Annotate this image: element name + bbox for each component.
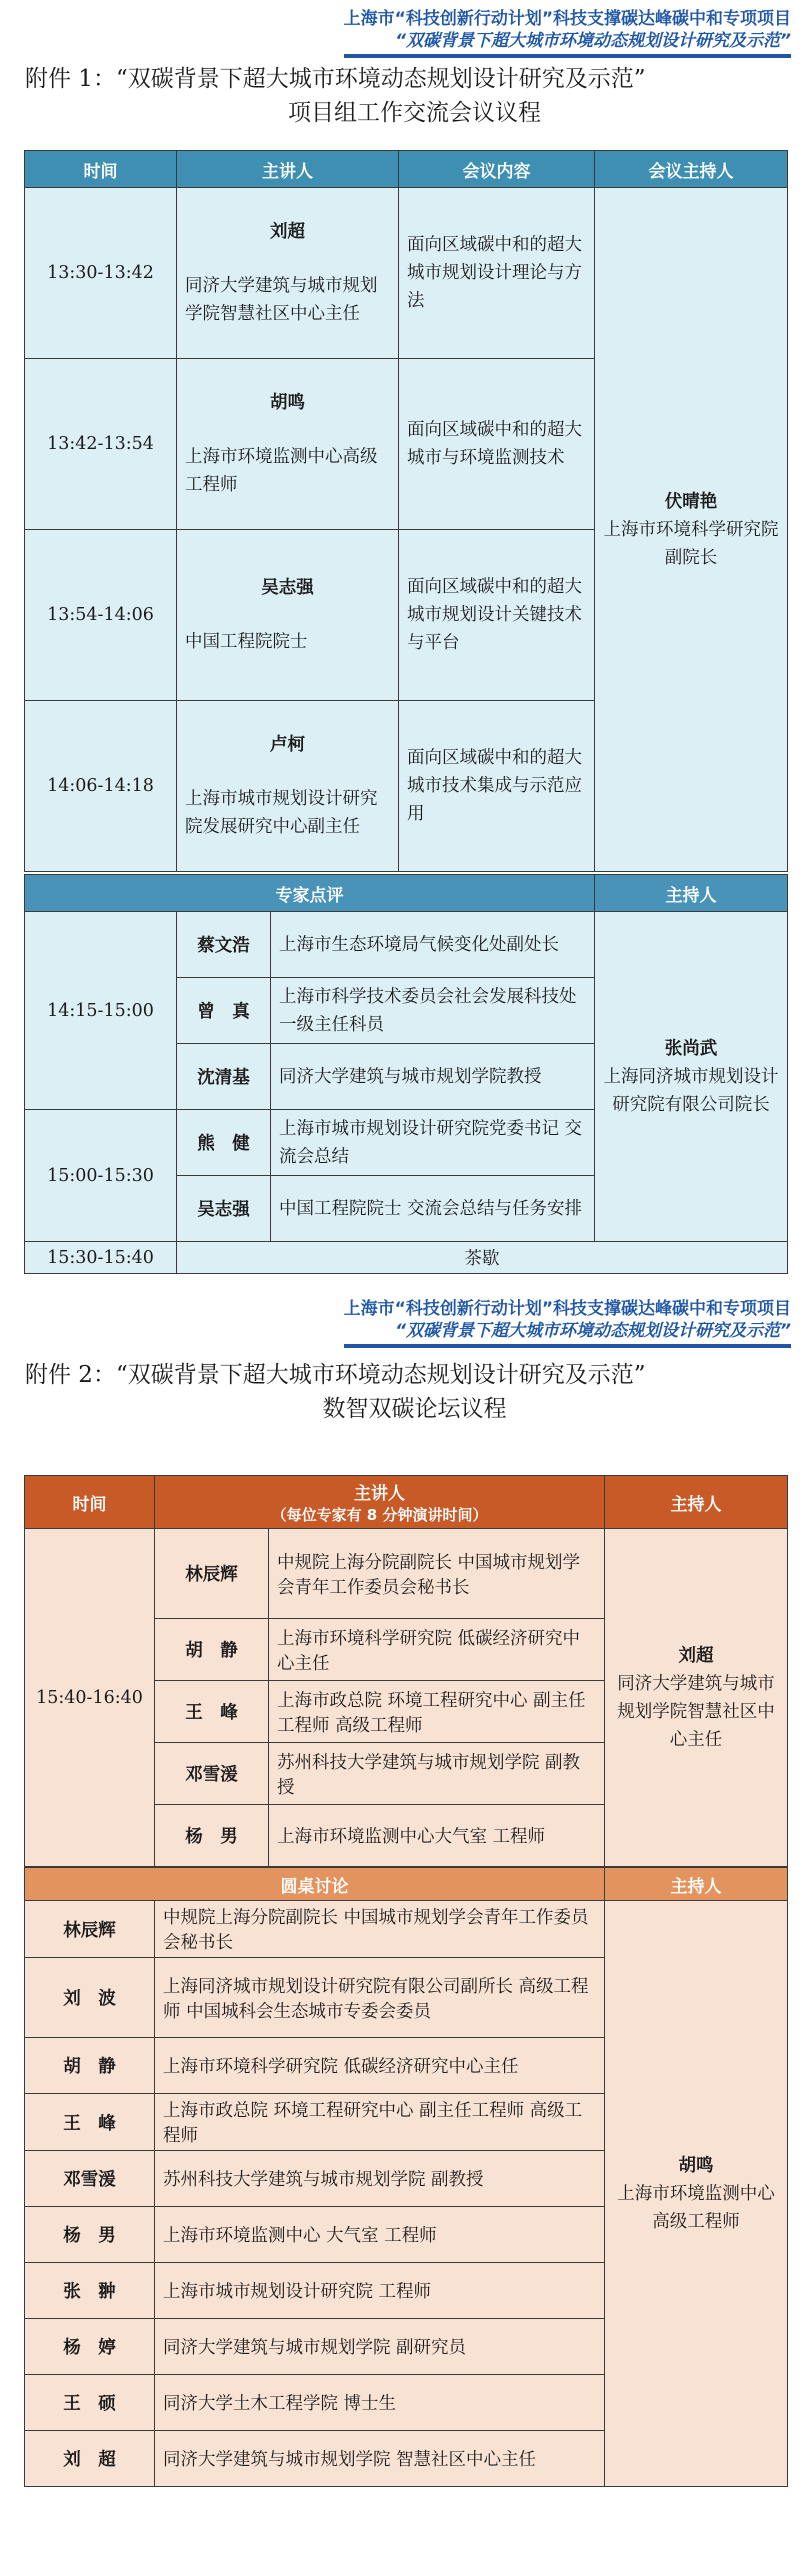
header-line1: 上海市“科技创新行动计划”科技支撑碳达峰碳中和专项项目 bbox=[343, 9, 791, 29]
participant-name: 邓雪湲 bbox=[25, 2151, 155, 2207]
host-cell bbox=[595, 912, 788, 1242]
page1-header bbox=[344, 8, 791, 58]
title-line2: 项目组工作交流会议议程 bbox=[288, 100, 541, 126]
talk-topic: 面向区域碳中和的超大城市与环境监测技术 bbox=[399, 359, 595, 530]
review-header: 专家点评 bbox=[25, 875, 595, 912]
host-cell bbox=[605, 1529, 788, 1867]
participant-affil: 苏州科技大学建筑与城市规划学院 副教授 bbox=[155, 2151, 605, 2207]
speaker-name: 王 峰 bbox=[155, 1681, 269, 1743]
participant-name: 刘 波 bbox=[25, 1958, 155, 2038]
host-name: 刘超 bbox=[678, 1645, 714, 1666]
reviewer-name: 熊 健 bbox=[177, 1110, 271, 1176]
col-time: 时间 bbox=[25, 1476, 155, 1529]
speaker-name: 胡鸣 bbox=[270, 393, 305, 413]
talk-topic: 面向区域碳中和的超大城市技术集成与示范应用 bbox=[399, 701, 595, 872]
participant-affil: 上海同济城市规划设计研究院有限公司副所长 高级工程师 中国城科会生态城市专委会委员 bbox=[155, 1958, 605, 2038]
participant-name: 杨 婷 bbox=[25, 2319, 155, 2375]
participant-name: 刘 超 bbox=[25, 2431, 155, 2487]
talk-speaker bbox=[177, 188, 399, 359]
participant-affil: 上海市城市规划设计研究院 工程师 bbox=[155, 2263, 605, 2319]
speaker-name: 胡 静 bbox=[155, 1619, 269, 1681]
col-content: 会议内容 bbox=[399, 151, 595, 188]
break-time: 15:30-15:40 bbox=[25, 1242, 177, 1274]
participant-name: 张 翀 bbox=[25, 2263, 155, 2319]
header-line1: 上海市“科技创新行动计划”科技支撑碳达峰碳中和专项项目 bbox=[343, 1299, 791, 1319]
forum-table bbox=[24, 1475, 788, 1867]
talk-topic: 面向区域碳中和的超大城市规划设计理论与方法 bbox=[399, 188, 595, 359]
review-host-header: 主持人 bbox=[595, 875, 788, 912]
speaker-name: 邓雪湲 bbox=[155, 1743, 269, 1805]
participant-name: 胡 静 bbox=[25, 2038, 155, 2094]
header-rule bbox=[344, 1344, 791, 1348]
participant-affil: 上海市环境监测中心 大气室 工程师 bbox=[155, 2207, 605, 2263]
talk-time: 14:06-14:18 bbox=[25, 701, 177, 872]
host-name: 胡鸣 bbox=[678, 2155, 714, 2176]
review-time: 15:00-15:30 bbox=[25, 1110, 177, 1242]
page2-title bbox=[25, 1358, 784, 1426]
speaker-affil: 上海市环境科学研究院 低碳经济研究中心主任 bbox=[269, 1619, 605, 1681]
participant-affil: 同济大学建筑与城市规划学院 副研究员 bbox=[155, 2319, 605, 2375]
talk-time: 13:30-13:42 bbox=[25, 188, 177, 359]
roundtable-table bbox=[24, 1867, 788, 2487]
reviewer-name: 蔡文浩 bbox=[177, 912, 271, 978]
speaker-name: 卢柯 bbox=[270, 735, 305, 755]
header-rule bbox=[344, 54, 791, 58]
table-row bbox=[25, 1901, 788, 1958]
host-affil: 上海市环境监测中心高级工程师 bbox=[617, 2183, 775, 2232]
speaker-affil: 中规院上海分院副院长 中国城市规划学会青年工作委员会秘书长 bbox=[269, 1529, 605, 1619]
table-row bbox=[25, 188, 788, 359]
round-host-header: 主持人 bbox=[605, 1868, 788, 1901]
participant-affil: 上海市政总院 环境工程研究中心 副主任工程师 高级工程师 bbox=[155, 2094, 605, 2151]
participant-name: 王 峰 bbox=[25, 2094, 155, 2151]
col-host: 会议主持人 bbox=[595, 151, 788, 188]
forum-time: 15:40-16:40 bbox=[25, 1529, 155, 1867]
speaker-affil: 苏州科技大学建筑与城市规划学院 副教授 bbox=[269, 1743, 605, 1805]
speaker-affil: 中国工程院院士 bbox=[185, 632, 308, 652]
participant-name: 王 硕 bbox=[25, 2375, 155, 2431]
reviewer-affil: 上海市生态环境局气候变化处副处长 bbox=[271, 912, 595, 978]
participant-affil: 上海市环境科学研究院 低碳经济研究中心主任 bbox=[155, 2038, 605, 2094]
header-line2: “双碳背景下超大城市环境动态规划设计研究及示范” bbox=[395, 31, 791, 51]
reviewer-name: 沈清基 bbox=[177, 1044, 271, 1110]
agenda-table-1 bbox=[24, 150, 788, 872]
break-label: 茶歇 bbox=[177, 1242, 788, 1274]
title-line1: 附件 1：“双碳背景下超大城市环境动态规划设计研究及示范” bbox=[25, 66, 646, 92]
participant-name: 杨 男 bbox=[25, 2207, 155, 2263]
round-header-row bbox=[25, 1868, 788, 1901]
speaker-affil: 上海市政总院 环境工程研究中心 副主任工程师 高级工程师 bbox=[269, 1681, 605, 1743]
review-table bbox=[24, 874, 788, 1274]
col-time: 时间 bbox=[25, 151, 177, 188]
col-speaker-label: 主讲人 bbox=[354, 1484, 405, 1504]
participant-affil: 同济大学建筑与城市规划学院 智慧社区中心主任 bbox=[155, 2431, 605, 2487]
host-cell bbox=[595, 188, 788, 872]
speaker-affil: 上海市环境监测中心大气室 工程师 bbox=[269, 1805, 605, 1867]
table-row bbox=[25, 912, 788, 978]
reviewer-name: 曾 真 bbox=[177, 978, 271, 1044]
col-speaker-note: （每位专家有 8 分钟演讲时间） bbox=[271, 1506, 488, 1524]
page1-title bbox=[25, 62, 784, 130]
break-row bbox=[25, 1242, 788, 1274]
talk-topic: 面向区域碳中和的超大城市规划设计关键技术与平台 bbox=[399, 530, 595, 701]
talk-time: 13:42-13:54 bbox=[25, 359, 177, 530]
reviewer-affil: 上海市城市规划设计研究院党委书记 交流会总结 bbox=[271, 1110, 595, 1176]
host-affil: 上海市环境科学研究院 副院长 bbox=[603, 519, 779, 568]
speaker-affil: 同济大学建筑与城市规划学院智慧社区中心主任 bbox=[185, 276, 378, 324]
review-time: 14:15-15:00 bbox=[25, 912, 177, 1110]
speaker-affil: 上海市城市规划设计研究院发展研究中心副主任 bbox=[185, 789, 378, 837]
host-name: 伏晴艳 bbox=[664, 491, 718, 512]
reviewer-affil: 中国工程院院士 交流会总结与任务安排 bbox=[271, 1176, 595, 1242]
host-name: 张尚武 bbox=[664, 1038, 718, 1059]
col-speaker: 主讲人 bbox=[177, 151, 399, 188]
col-speaker bbox=[155, 1476, 605, 1529]
col-host: 主持人 bbox=[605, 1476, 788, 1529]
page2-header bbox=[344, 1298, 791, 1348]
speaker-affil: 上海市环境监测中心高级工程师 bbox=[185, 447, 378, 495]
title-line1: 附件 2：“双碳背景下超大城市环境动态规划设计研究及示范” bbox=[25, 1362, 646, 1388]
talk-speaker bbox=[177, 530, 399, 701]
participant-affil: 同济大学土木工程学院 博士生 bbox=[155, 2375, 605, 2431]
reviewer-affil: 同济大学建筑与城市规划学院教授 bbox=[271, 1044, 595, 1110]
host-cell bbox=[605, 1901, 788, 2487]
title-line2: 数智双碳论坛议程 bbox=[322, 1396, 507, 1422]
header-line2: “双碳背景下超大城市环境动态规划设计研究及示范” bbox=[395, 1321, 791, 1341]
speaker-name: 吴志强 bbox=[261, 578, 314, 598]
round-header: 圆桌讨论 bbox=[25, 1868, 605, 1901]
header-row bbox=[25, 1476, 788, 1529]
reviewer-name: 吴志强 bbox=[177, 1176, 271, 1242]
table-row bbox=[25, 1529, 788, 1619]
host-affil: 同济大学建筑与城市规划学院智慧社区中心主任 bbox=[617, 1673, 775, 1750]
talk-time: 13:54-14:06 bbox=[25, 530, 177, 701]
host-affil: 上海同济城市规划设计研究院有限公司院长 bbox=[603, 1066, 779, 1115]
speaker-name: 林辰辉 bbox=[155, 1529, 269, 1619]
participant-affil: 中规院上海分院副院长 中国城市规划学会青年工作委员会秘书长 bbox=[155, 1901, 605, 1958]
speaker-name: 刘超 bbox=[270, 222, 305, 242]
participant-name: 林辰辉 bbox=[25, 1901, 155, 1958]
talk-speaker bbox=[177, 359, 399, 530]
speaker-name: 杨 男 bbox=[155, 1805, 269, 1867]
talk-speaker bbox=[177, 701, 399, 872]
header-row bbox=[25, 151, 788, 188]
reviewer-affil: 上海市科学技术委员会社会发展科技处一级主任科员 bbox=[271, 978, 595, 1044]
review-header-row bbox=[25, 875, 788, 912]
